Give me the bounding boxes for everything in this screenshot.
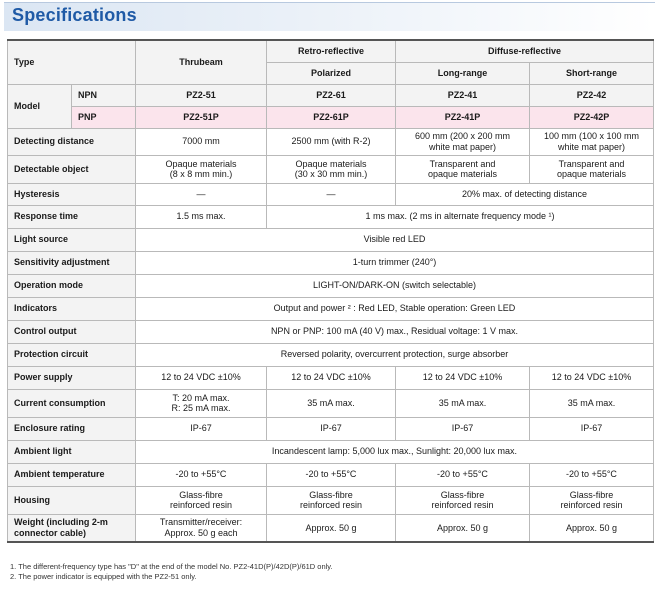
line: (8 x 8 mm min.) xyxy=(169,169,233,179)
model-pnp-cell: PZ2-61P xyxy=(267,106,396,128)
housing-row xyxy=(8,486,654,514)
footnote-1: 1. The different-frequency type has "D" at the end of the model No. PZ2-41D(P)/42D(P)/61D only. xyxy=(10,562,333,571)
value-cell xyxy=(136,514,267,542)
model-npn-row xyxy=(8,84,654,106)
short-range-header: Short-range xyxy=(530,62,654,84)
model-pnp-cell: PZ2-41P xyxy=(396,106,530,128)
npn-label: NPN xyxy=(72,84,136,106)
indicators-row xyxy=(8,297,654,320)
model-npn-cell: PZ2-42 xyxy=(530,84,654,106)
line: reinforced resin xyxy=(431,500,494,510)
line: reinforced resin xyxy=(169,500,233,510)
value-cell: 12 to 24 VDC ±10% xyxy=(136,366,267,389)
value-cell: IP-67 xyxy=(267,417,396,440)
detectable-object-row xyxy=(8,155,654,183)
model-pnp-cell: PZ2-42P xyxy=(530,106,654,128)
line: opaque materials xyxy=(556,169,627,179)
thrubeam-header: Thrubeam xyxy=(136,40,267,84)
operation-mode-row xyxy=(8,274,654,297)
weight-row xyxy=(8,514,654,542)
value-cell: 7000 mm xyxy=(136,128,267,155)
model-npn-cell: PZ2-41 xyxy=(396,84,530,106)
value-cell xyxy=(530,155,654,183)
value-cell xyxy=(136,486,267,514)
value-cell: 35 mA max. xyxy=(530,389,654,417)
value-cell: 12 to 24 VDC ±10% xyxy=(530,366,654,389)
value-cell: Visible red LED xyxy=(136,228,654,251)
row-label: Detecting distance xyxy=(8,128,136,155)
value-cell: 1-turn trimmer (240°) xyxy=(136,251,654,274)
retro-reflective-header: Retro-reflective xyxy=(267,40,396,62)
row-label: Control output xyxy=(8,320,136,343)
row-label: Ambient light xyxy=(8,440,136,463)
protection-circuit-row xyxy=(8,343,654,366)
value-cell xyxy=(136,389,267,417)
value-cell: — xyxy=(136,183,267,205)
footnotes xyxy=(10,562,333,581)
enclosure-rating-row xyxy=(8,417,654,440)
value-cell xyxy=(530,128,654,155)
value-cell xyxy=(267,155,396,183)
value-cell: -20 to +55°C xyxy=(396,463,530,486)
value-cell: NPN or PNP: 100 mA (40 V) max., Residual voltage: 1 V max. xyxy=(136,320,654,343)
row-label: Current consumption xyxy=(8,389,136,417)
line: Glass-fibre xyxy=(569,489,614,500)
row-label: Response time xyxy=(8,205,136,228)
line: Opaque materials xyxy=(165,158,237,169)
line: Transparent and xyxy=(558,158,625,169)
line: opaque materials xyxy=(427,169,498,179)
value-cell: -20 to +55°C xyxy=(267,463,396,486)
value-cell xyxy=(396,486,530,514)
line: white mat paper) xyxy=(428,141,497,152)
value-cell: IP-67 xyxy=(530,417,654,440)
row-label: Ambient temperature xyxy=(8,463,136,486)
value-cell: Approx. 50 g xyxy=(396,514,530,542)
line: Opaque materials xyxy=(295,158,367,169)
sensitivity-row xyxy=(8,251,654,274)
row-label: Operation mode xyxy=(8,274,136,297)
value-cell: 20% max. of detecting distance xyxy=(396,183,654,205)
type-header: Type xyxy=(8,40,136,84)
polarized-header: Polarized xyxy=(267,62,396,84)
row-label: Detectable object xyxy=(8,155,136,183)
footnote-2: 2. The power indicator is equipped with the PZ2-51 only. xyxy=(10,571,197,581)
response-time-row xyxy=(8,205,654,228)
page-title: Specifications xyxy=(12,5,137,25)
ambient-light-row xyxy=(8,440,654,463)
row-label: Power supply xyxy=(8,366,136,389)
value-cell: 2500 mm (with R-2) xyxy=(267,128,396,155)
value-cell: 12 to 24 VDC ±10% xyxy=(396,366,530,389)
row-label: Enclosure rating xyxy=(8,417,136,440)
hysteresis-row xyxy=(8,183,654,205)
value-cell: -20 to +55°C xyxy=(136,463,267,486)
line: Weight (including 2-m xyxy=(14,517,108,528)
value-cell xyxy=(136,155,267,183)
value-cell xyxy=(267,486,396,514)
row-label: Housing xyxy=(8,486,136,514)
value-cell: Approx. 50 g xyxy=(267,514,396,542)
value-cell: — xyxy=(267,183,396,205)
line: reinforced resin xyxy=(560,500,623,510)
line: T: 20 mA max. xyxy=(172,392,230,403)
line: Glass-fibre xyxy=(309,489,353,500)
row-label: Light source xyxy=(8,228,136,251)
pnp-label: PNP xyxy=(72,106,136,128)
value-cell: 12 to 24 VDC ±10% xyxy=(267,366,396,389)
specifications-header xyxy=(4,2,655,31)
line: Approx. 50 g each xyxy=(164,527,238,538)
line: reinforced resin xyxy=(299,500,363,510)
ambient-temperature-row xyxy=(8,463,654,486)
value-cell: 1 ms max. (2 ms in alternate frequency mode ¹) xyxy=(267,205,654,228)
model-npn-cell: PZ2-61 xyxy=(267,84,396,106)
value-cell: IP-67 xyxy=(396,417,530,440)
value-cell: Approx. 50 g xyxy=(530,514,654,542)
value-cell: 35 mA max. xyxy=(267,389,396,417)
value-cell: IP-67 xyxy=(136,417,267,440)
model-pnp-row xyxy=(8,106,654,128)
line: Glass-fibre xyxy=(440,489,485,500)
row-label: Sensitivity adjustment xyxy=(8,251,136,274)
power-supply-row xyxy=(8,366,654,389)
control-output-row xyxy=(8,320,654,343)
value-cell: 35 mA max. xyxy=(396,389,530,417)
model-npn-cell: PZ2-51 xyxy=(136,84,267,106)
row-label: Indicators xyxy=(8,297,136,320)
value-cell xyxy=(530,486,654,514)
header-row-1 xyxy=(8,40,654,62)
current-consumption-row xyxy=(8,389,654,417)
specifications-table xyxy=(7,39,654,543)
light-source-row xyxy=(8,228,654,251)
line: R: 25 mA max. xyxy=(171,403,231,413)
value-cell: 1.5 ms max. xyxy=(136,205,267,228)
line: Glass-fibre xyxy=(179,489,223,500)
line: (30 x 30 mm min.) xyxy=(294,169,368,179)
line: Transparent and xyxy=(429,158,496,169)
model-label: Model xyxy=(8,84,72,128)
value-cell: LIGHT-ON/DARK-ON (switch selectable) xyxy=(136,274,654,297)
value-cell xyxy=(396,155,530,183)
line: 100 mm (100 x 100 mm xyxy=(543,131,640,141)
value-cell: Incandescent lamp: 5,000 lux max., Sunlight: 20,000 lux max. xyxy=(136,440,654,463)
row-label xyxy=(8,514,136,542)
line: 600 mm (200 x 200 mm xyxy=(414,131,511,141)
row-label: Protection circuit xyxy=(8,343,136,366)
value-cell xyxy=(396,128,530,155)
diffuse-reflective-header: Diffuse-reflective xyxy=(396,40,654,62)
value-cell: Output and power ² : Red LED, Stable operation: Green LED xyxy=(136,297,654,320)
value-cell: -20 to +55°C xyxy=(530,463,654,486)
model-pnp-cell: PZ2-51P xyxy=(136,106,267,128)
line: connector cable) xyxy=(14,527,87,538)
detecting-distance-row xyxy=(8,128,654,155)
line: white mat paper) xyxy=(557,141,626,152)
line: Transmitter/receiver: xyxy=(159,517,243,528)
value-cell: Reversed polarity, overcurrent protection, surge absorber xyxy=(136,343,654,366)
long-range-header: Long-range xyxy=(396,62,530,84)
row-label: Hysteresis xyxy=(8,183,136,205)
